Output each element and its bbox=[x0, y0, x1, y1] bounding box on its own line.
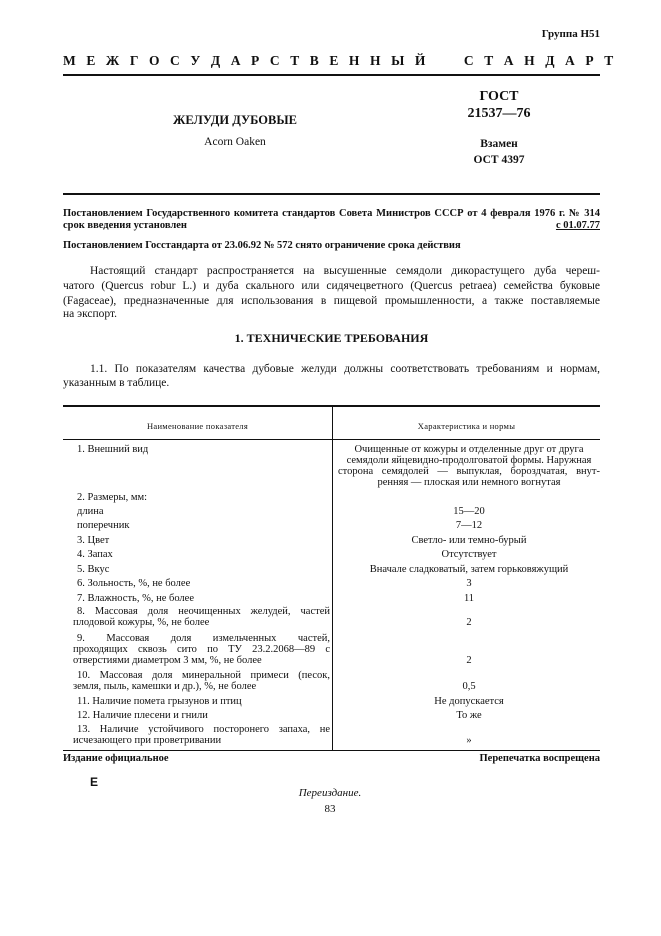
row-13-name-line-1: 13. Наличие устойчивого посторонего запаха, не bbox=[77, 724, 330, 735]
decree-effective-date: с 01.07.77 bbox=[555, 220, 600, 231]
decree-effective-label: срок введения установлен bbox=[63, 220, 187, 231]
row-4-name: 4. Запах bbox=[77, 549, 113, 560]
section-1-para-line-1: 1.1. По показателям качества дубовые желуди должны соответствовать требованиям и нормам, bbox=[90, 363, 600, 375]
document-title-english: Acorn Oaken bbox=[204, 136, 266, 148]
page-number: 83 bbox=[324, 803, 336, 815]
row-2a-name: длина bbox=[77, 506, 104, 517]
row-4-value: Отсутствует bbox=[441, 549, 497, 560]
row-9-name-line-3: отверстиями диаметром 3 мм, %, не более bbox=[73, 655, 262, 666]
row-1-name: 1. Внешний вид bbox=[77, 444, 149, 455]
document-title: ЖЕЛУДИ ДУБОВЫЕ bbox=[173, 113, 297, 127]
row-1-value-line-4: ренняя — плоская или немного вогнутая bbox=[377, 477, 561, 488]
section-1-para-line-2: указанным в таблице. bbox=[63, 377, 170, 389]
row-7-value: 11 bbox=[463, 593, 475, 604]
row-2b-name: поперечник bbox=[77, 520, 130, 531]
intro-line-1: Настоящий стандарт распространяется на высушенные семядоли дикорастущего дуба череш- bbox=[90, 265, 600, 277]
row-9-name-line-1: 9. Массовая доля измельченных частей, bbox=[77, 633, 330, 644]
table-header-rule bbox=[63, 439, 600, 440]
row-2b-value: 7—12 bbox=[455, 520, 483, 531]
row-1-value-line-3: сторона семядолей — выпуклая, бороздчатая, внут- bbox=[338, 466, 600, 477]
intro-line-3: (Fagaceae), предназначенные для использования в пищевой промышленности, а также поставляемые bbox=[63, 295, 600, 307]
decree-line-1: Постановлением Государственного комитета стандартов Совета Министров СССР от 4 февраля 1976 г. № 314 bbox=[63, 208, 600, 219]
reprint-prohibited-label: Перепечатка воспрещена bbox=[479, 753, 600, 764]
section-1-heading: 1. ТЕХНИЧЕСКИЕ ТРЕБОВАНИЯ bbox=[234, 331, 429, 345]
row-10-name-line-2: земля, пыль, камешки и др.), %, не более bbox=[73, 681, 257, 692]
row-8-name-line-1: 8. Массовая доля неочищенных желудей, частей bbox=[77, 606, 330, 617]
row-13-value: » bbox=[466, 735, 472, 746]
row-9-name-line-2: проходящих сквозь сито по ТУ 23.2.2068—89 с bbox=[73, 644, 330, 655]
row-12-name: 12. Наличие плесени и гнили bbox=[77, 710, 208, 721]
row-12-value: То же bbox=[456, 710, 482, 721]
replaces-value: ОСТ 4397 bbox=[473, 154, 525, 166]
table-header-col1: Наименование показателя bbox=[146, 421, 249, 431]
row-9-value: 2 bbox=[466, 655, 472, 666]
row-5-value: Вначале сладковатый, затем горьковяжущий bbox=[369, 564, 569, 575]
row-10-name-line-1: 10. Массовая доля минеральной примеси (песок, bbox=[77, 670, 330, 681]
row-3-name: 3. Цвет bbox=[77, 535, 110, 546]
row-1-value-line-1: Очищенные от кожуры и отделенные друг от друга bbox=[354, 444, 584, 455]
row-11-name: 11. Наличие помета грызунов и птиц bbox=[77, 696, 242, 707]
row-11-value: Не допускается bbox=[434, 696, 504, 707]
group-code: Группа Н51 bbox=[541, 28, 600, 40]
table-bottom-rule bbox=[63, 750, 600, 751]
row-13-name-line-2: исчезающего при проветривании bbox=[73, 735, 222, 746]
edition-letter: E bbox=[90, 775, 99, 789]
reissue-label: Переиздание. bbox=[298, 787, 362, 799]
gost-label: ГОСТ bbox=[479, 89, 519, 104]
row-6-value: 3 bbox=[466, 578, 472, 589]
row-5-name: 5. Вкус bbox=[77, 564, 110, 575]
row-1-value-line-2: семядоли яйцевидно-продолговатой формы. Наружная bbox=[346, 455, 592, 466]
row-8-value: 2 bbox=[466, 617, 472, 628]
row-2a-value: 15—20 bbox=[453, 506, 485, 517]
official-edition-label: Издание официальное bbox=[63, 753, 169, 764]
row-10-value: 0,5 bbox=[462, 681, 476, 692]
table-header-col2: Характеристика и нормы bbox=[417, 421, 516, 431]
decree-line-3: Постановлением Госстандарта от 23.06.92 № 572 снято ограничение срока действия bbox=[63, 240, 461, 251]
intro-line-4: на экспорт. bbox=[63, 308, 118, 320]
row-6-name: 6. Зольность, %, не более bbox=[77, 578, 191, 589]
header-bottom-rule bbox=[63, 193, 600, 195]
row-2-name: 2. Размеры, мм: bbox=[77, 492, 148, 503]
row-3-value: Светло- или темно-бурый bbox=[411, 535, 527, 546]
gost-number: 21537—76 bbox=[467, 106, 531, 121]
row-7-name: 7. Влажность, %, не более bbox=[77, 593, 194, 604]
standard-type-banner: М Е Ж Г О С У Д А Р С Т В Е Н Н Ы Й С Т А Н Д А Р Т bbox=[63, 53, 617, 68]
row-8-name-line-2: плодовой кожуры, %, не более bbox=[73, 617, 210, 628]
header-top-rule bbox=[63, 74, 600, 76]
replaces-label: Взамен bbox=[480, 138, 518, 150]
intro-line-2: чатого (Quercus robur L.) и дуба скального или сидячецветного (Quercus petraea) семейства буковые bbox=[63, 280, 600, 292]
